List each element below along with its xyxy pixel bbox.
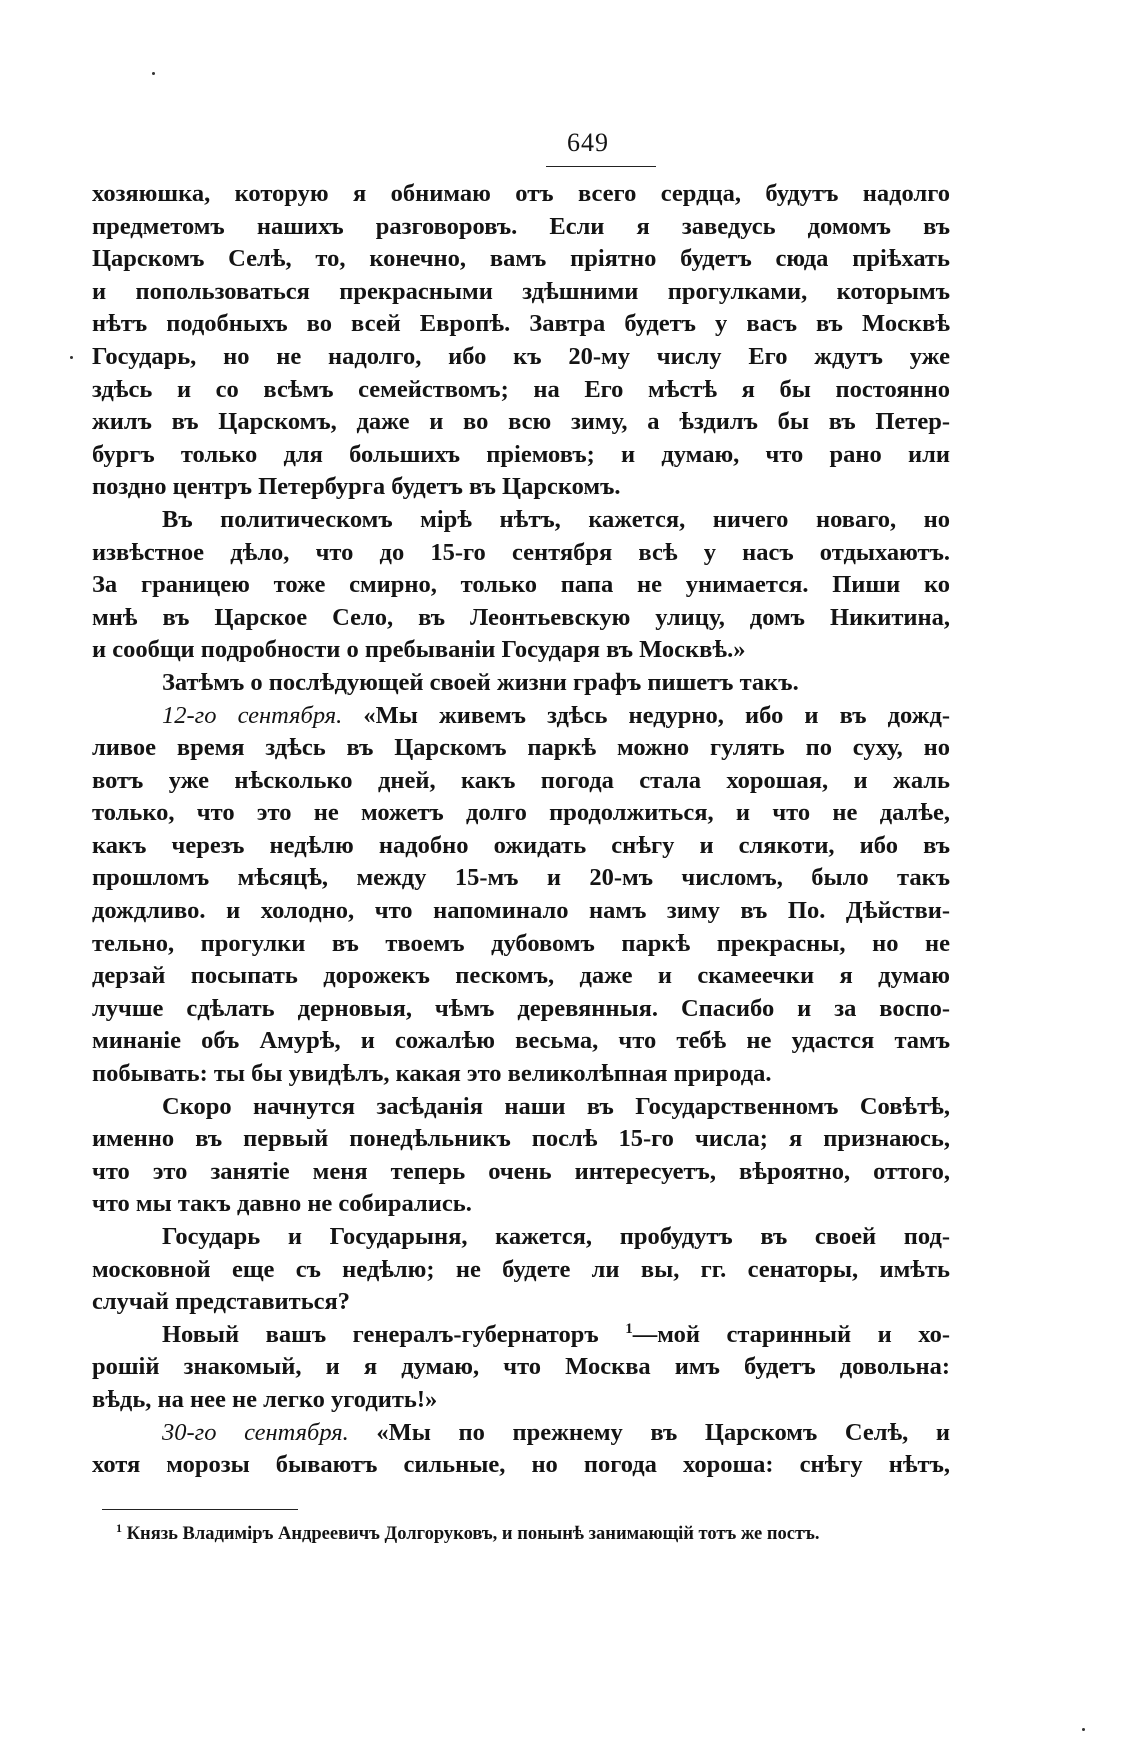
text-fragment: Новый вашъ генералъ-губернаторъ bbox=[162, 1320, 626, 1348]
text-line: минаніе объ Амурѣ, и сожалѣю весьма, что тебѣ не удастся тамъ bbox=[92, 1027, 950, 1055]
date-sep12: 12-го сентября. bbox=[162, 701, 343, 729]
text-fragment: —мой старинный и хо- bbox=[632, 1320, 950, 1348]
text-line: что это занятіе меня теперь очень интересуетъ, вѣроятно, оттого, bbox=[92, 1157, 950, 1185]
text-line: бургъ только для большихъ пріемовъ; и думаю, что рано или bbox=[92, 440, 950, 468]
footnote-separator bbox=[102, 1509, 298, 1510]
text-line: побывать: ты бы увидѣлъ, какая это великолѣпная природа. bbox=[92, 1060, 772, 1088]
page-number-underline bbox=[546, 166, 656, 167]
text-line: Государь, но не надолго, ибо къ 20-му числу Его ждутъ уже bbox=[92, 342, 950, 370]
print-speck bbox=[1082, 1728, 1085, 1731]
text-line: дерзай посыпать дорожекъ пескомъ, даже и скамеечки я думаю bbox=[92, 962, 950, 990]
text-line: только, что это не можетъ долго продолжиться, и что не далѣе, bbox=[92, 799, 950, 827]
text-line: нѣтъ подобныхъ во всей Европѣ. Завтра будетъ у васъ въ Москвѣ bbox=[92, 310, 950, 338]
page-number: 649 bbox=[567, 128, 609, 157]
text-line: извѣстное дѣло, что до 15-го сентября всѣ у насъ отдыхаютъ. bbox=[92, 538, 950, 566]
date-sep30: 30-го сентября. bbox=[162, 1418, 349, 1446]
text-line: вотъ уже нѣсколько дней, какъ погода стала хорошая, и жаль bbox=[92, 766, 950, 794]
text-line: и сообщи подробности о пребываніи Государя въ Москвѣ.» bbox=[92, 636, 746, 664]
text-line: хотя морозы бываютъ сильные, но погода хороша: снѣгу нѣтъ, bbox=[92, 1451, 950, 1479]
text-line: здѣсь и со всѣмъ семействомъ; на Его мѣстѣ я бы постоянно bbox=[92, 375, 950, 403]
text-line: Затѣмъ о послѣдующей своей жизни графъ пишетъ такъ. bbox=[162, 668, 799, 696]
footnote-text: Князь Владиміръ Андреевичъ Долгоруковъ, и понынѣ занимающій тотъ же постъ. bbox=[126, 1524, 820, 1544]
text-fragment: «Мы живемъ здѣсь недурно, ибо и въ дожд- bbox=[363, 701, 950, 729]
print-speck bbox=[70, 356, 73, 359]
dated-line-sep12 bbox=[92, 700, 950, 733]
text-line: хозяюшка, которую я обнимаю отъ всего сердца, будутъ надолго bbox=[92, 180, 950, 207]
dated-line-sep30 bbox=[92, 1417, 950, 1450]
text-line: именно въ первый понедѣльникъ послѣ 15-го числа; я признаюсь, bbox=[92, 1125, 950, 1153]
text-line: что мы такъ давно не собирались. bbox=[92, 1190, 472, 1218]
text-line: Царскомъ Селѣ, то, конечно, вамъ пріятно будетъ сюда пріѣхать bbox=[92, 245, 950, 273]
main-text bbox=[92, 178, 950, 1482]
text-line: прошломъ мѣсяцѣ, между 15-мъ и 20-мъ числомъ, было такъ bbox=[92, 864, 950, 892]
text-line: тельно, прогулки въ твоемъ дубовомъ паркѣ прекрасны, но не bbox=[92, 929, 950, 957]
text-line: рошій знакомый, и я думаю, что Москва имъ будетъ довольна: bbox=[92, 1353, 950, 1381]
footnote bbox=[116, 1520, 956, 1545]
footnote-mark: 1 bbox=[116, 1520, 122, 1535]
text-line: дождливо. и холодно, что напоминало намъ зиму въ По. Дѣйстви- bbox=[92, 897, 950, 925]
text-line: Государь и Государыня, кажется, пробудутъ въ своей под- bbox=[162, 1223, 950, 1250]
text-line: какъ черезъ недѣлю надобно ожидать снѣгу и слякоти, ибо въ bbox=[92, 831, 950, 859]
text-line: лучше сдѣлать дерновыя, чѣмъ деревянныя. Спасибо и за воспо- bbox=[92, 994, 950, 1022]
footnote-reference: 1 bbox=[625, 1320, 633, 1337]
text-line: и попользоваться прекрасными здѣшними прогулками, которымъ bbox=[92, 277, 950, 305]
text-line: случай представиться? bbox=[92, 1288, 351, 1316]
print-speck bbox=[152, 72, 155, 75]
text-line: московной еще съ недѣлю; не будете ли вы, гг. сенаторы, имѣть bbox=[92, 1255, 950, 1283]
text-fragment: «Мы по прежнему въ Царскомъ Селѣ, и bbox=[376, 1418, 950, 1446]
governor-line bbox=[92, 1319, 950, 1352]
text-line: За границею тоже смирно, только папа не унимается. Пиши ко bbox=[92, 571, 950, 599]
text-line: жилъ въ Царскомъ, даже и во всю зиму, а ѣздилъ бы въ Петер- bbox=[92, 408, 950, 436]
text-line: поздно центръ Петербурга будетъ въ Царскомъ. bbox=[92, 473, 621, 501]
text-line: мнѣ въ Царское Село, въ Леонтьевскую улицу, домъ Никитина, bbox=[92, 603, 950, 631]
text-line: вѣдь, на нее не легко угодить!» bbox=[92, 1385, 438, 1413]
text-line: Въ политическомъ мірѣ нѣтъ, кажется, ничего новаго, но bbox=[162, 505, 950, 533]
text-line: предметомъ нашихъ разговоровъ. Если я заведусь домомъ въ bbox=[92, 212, 950, 240]
text-line: Скоро начнутся засѣданія наши въ Государственномъ Совѣтѣ, bbox=[162, 1092, 950, 1120]
text-line: ливое время здѣсь въ Царскомъ паркѣ можно гулять по суху, но bbox=[92, 734, 950, 762]
